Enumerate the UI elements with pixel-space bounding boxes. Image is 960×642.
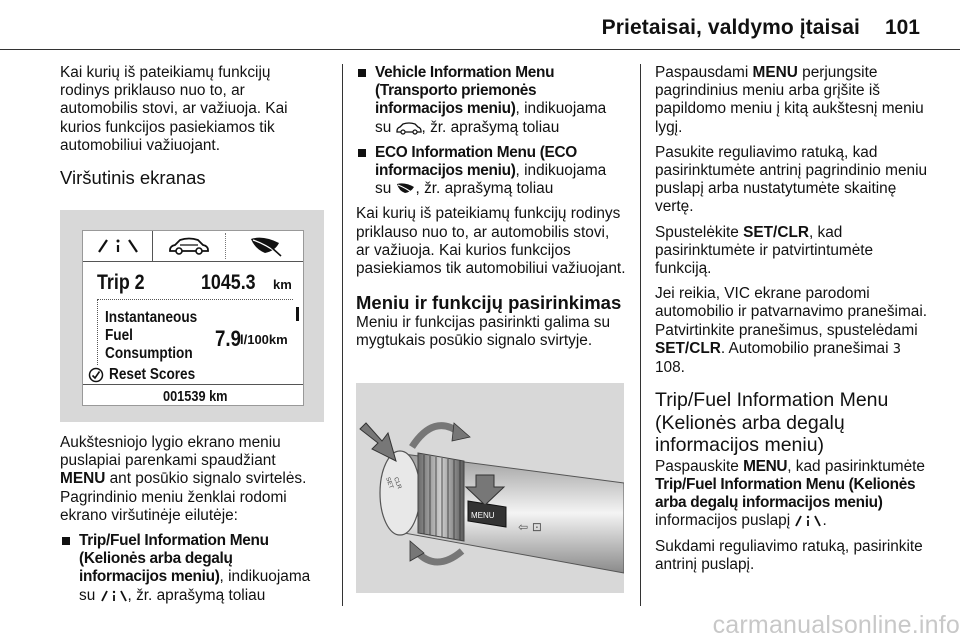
bullet-trip-fuel: Trip/Fuel Information Menu (Kelionės arba degalų informacijos meniu), indikuojama su , žr. aprašymą toliau <box>60 532 322 605</box>
subpage-select-paragraph: Sukdami reguliavimo ratuką, pasirinkite antrinį puslapį. <box>655 537 923 573</box>
section-heading-upper-display: Viršutinis ekranas <box>60 167 206 189</box>
vehicle-icon <box>167 236 211 256</box>
intro-paragraph: Kai kurių iš pateikiamų funkcijų rodinys priklauso nuo to, ar automobilis stovi, ar važiuoja. Kai kurios funkcijos pasiekiamos tik automobiliui važiuojant. <box>60 64 288 154</box>
section-heading-menu-selection: Meniu ir funkcijų pasirinkimas <box>356 292 622 314</box>
trip-fuel-icon <box>794 514 822 528</box>
page-reference-symbol: 3 <box>892 341 902 357</box>
function-availability-paragraph: Kai kurių iš pateikiamų funkcijų rodinys priklauso nuo to, ar automobilis stovi, ar važiuoja. Kai kurios funkcijos pasiekiamos tik automobiliui važiuojant. <box>356 205 626 278</box>
scroll-indicator <box>296 307 299 321</box>
reset-scores-label: Reset Scores <box>109 366 196 383</box>
trip-fuel-icon <box>100 589 128 603</box>
column-divider-1 <box>342 64 343 606</box>
section-heading-trip-fuel-menu: Trip/Fuel Information Menu (Kelionės arba degalų informacijos meniu) <box>655 389 889 457</box>
eco-leaf-icon <box>249 235 283 257</box>
menu-selection-paragraph: Meniu ir funkcijas pasirinkti galima su mygtukais posūkio signalo svirtyje. <box>356 314 611 350</box>
stalk-menu-label: MENU <box>471 511 495 520</box>
column-1-lower <box>60 434 322 612</box>
vehicle-icon <box>396 121 422 135</box>
display-screen <box>82 230 304 406</box>
column-2 <box>356 64 626 358</box>
trip-value: 1045.3 <box>201 271 256 294</box>
vehicle-messages-paragraph: Jei reikia, VIC ekrane parodomi automobilio ir patvarnavimo pranešimai. Patvirtinkite pranešimus, spustelėdami SET/CLR. Automobilio pranešimai 3 108. <box>655 285 928 377</box>
submenu-line-2: Fuel <box>105 327 133 344</box>
trip-fuel-select-paragraph: Paspauskite MENU, kad pasirinktumėte Trip/Fuel Information Menu (Kelionės arba degalų informacijos meniu) informacijos puslapį . <box>655 457 925 530</box>
fuel-value: 7.9 <box>215 326 242 351</box>
submenu-line-1: Instantaneous <box>105 309 198 326</box>
eco-leaf-icon <box>396 182 416 196</box>
display-tab-vehicle <box>153 231 225 261</box>
svg-text:⇦ ⊡: ⇦ ⊡ <box>518 520 542 534</box>
svg-text:CLR: CLR <box>392 476 402 490</box>
menu-button-paragraph: Paspausdami MENU perjungsite pagrindinius meniu arba grįšite iš papildomo meniu į kitą aukštesnį meniu lygį. <box>655 64 924 136</box>
turn-signal-stalk-figure <box>356 383 624 593</box>
submenu-line-3: Consumption <box>105 345 193 362</box>
reset-scores-row <box>88 366 288 384</box>
svg-text:SET: SET <box>384 476 394 490</box>
bullet-eco-info: ECO Information Menu (ECO informacijos meniu), indikuojama su , žr. aprašymą toliau <box>356 144 626 199</box>
watermark: carmanualsonline.info <box>712 611 960 639</box>
bullet-vehicle-info: Vehicle Information Menu (Transporto priemonės informacijos meniu), indikuojama su , žr. aprašymą toliau <box>356 64 626 137</box>
page-number: 101 <box>884 16 920 39</box>
checkmark-circle-icon <box>88 367 104 383</box>
header-title: Prietaisai, valdymo įtaisai <box>601 16 860 39</box>
display-tab-trip-fuel <box>83 231 153 261</box>
menu-description-paragraph: Aukštesniojo lygio ekrano meniu puslapiai parenkami spaudžiant MENU ant posūkio signalo svirtelės. Pagrindinio meniu ženklai rodomi ekrano viršutinėje eilutėje: <box>60 434 307 524</box>
display-tab-bar <box>83 231 303 262</box>
set-clr-paragraph: Spustelėkite SET/CLR, kad pasirinktumėte ir patvirtintumėte funkciją. <box>655 223 874 278</box>
display-tab-eco <box>226 231 305 261</box>
header-rule <box>0 49 960 50</box>
stalk-illustration <box>356 383 624 593</box>
odometer-value: 001539 km <box>163 388 228 405</box>
fuel-unit: l/100km <box>240 332 288 347</box>
column-1 <box>60 64 322 198</box>
odometer-row <box>83 384 303 406</box>
page-header <box>0 0 960 50</box>
column-3 <box>655 64 930 581</box>
thumbwheel-paragraph: Pasukite reguliavimo ratuką, kad pasirinktumėte antrinį pagrindinio meniu puslapį arba nustatytumėte skaitinę vertę. <box>655 143 928 216</box>
trip-fuel-icon <box>96 237 140 255</box>
column-divider-2 <box>640 64 641 606</box>
trip-label: Trip 2 <box>97 271 145 294</box>
trip-unit: km <box>273 277 292 292</box>
display-figure <box>60 210 324 422</box>
